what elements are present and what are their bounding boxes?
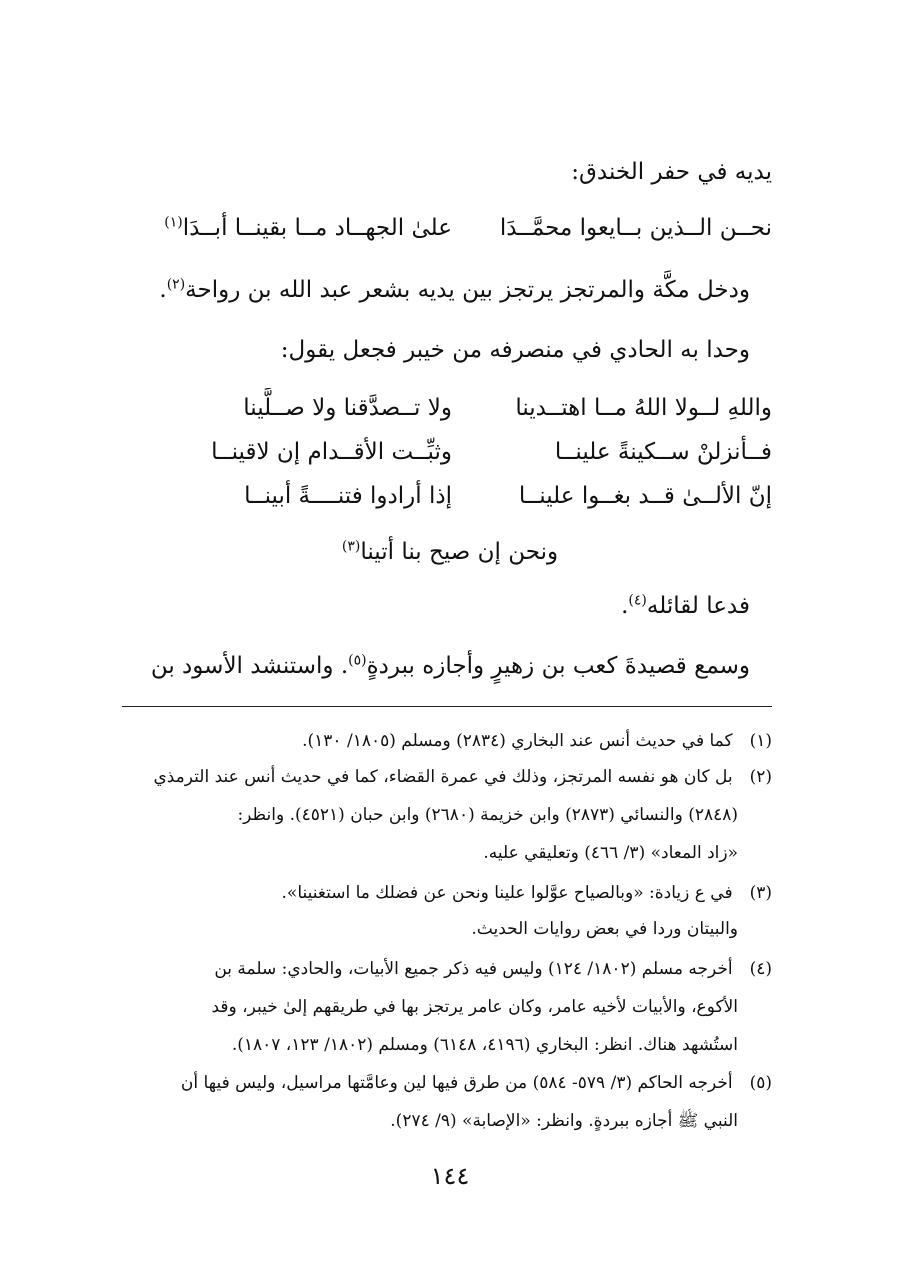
verse-3-second-hemistich: وثبِّــت الأقــدام إن لاقينــا: [211, 439, 452, 465]
footnote-number: (٢): [749, 767, 772, 787]
footnote-number: (٥): [749, 1073, 772, 1093]
footnote-number: (١): [749, 731, 772, 751]
footnote-2: [122, 762, 772, 792]
footnote-separator: [122, 706, 772, 707]
verse-2-second-hemistich: ولا تــصدَّقنا ولا صــلَّينا: [243, 395, 452, 421]
verse-4-first-hemistich: إنّ الألــىٰ قــد بغــوا علينــا: [518, 483, 772, 509]
footnote-ref-4: (٤): [628, 592, 647, 609]
footnote-text: أخرجه مسلم (١٨٠٢/ ١٢٤) وليس فيه ذكر جميع الأبيات، والحادي: سلمة بن: [214, 959, 733, 979]
text-line-3: وحدا به الحادي في منصرفه من خيبر فجعل يقول:: [280, 337, 750, 363]
footnote-text: بل كان هو نفسه المرتجز، وذلك في عمرة القضاء، كما في حديث أنس عند الترمذي: [153, 767, 733, 787]
verse-1-second-hemistich: علىٰ الجهــاد مــا بقينــا أبــدَا$^{(١)}$: [164, 214, 452, 241]
footnote-4: [122, 954, 772, 984]
footnote-text: في ع زيادة: «وبالصياح عوَّلوا علينا ونحن عن فضلك ما استغنينا».: [281, 883, 733, 903]
footnote-4-line-3: استُشهد هناك. انظر: البخاري (٤١٩٦، ٦١٤٨) ومسلم (١٨٠٢/ ١٢٣، ١٨٠٧).: [231, 1035, 738, 1055]
verse-3-first-hemistich: فــأنزلنْ ســكينةً علينــا: [554, 439, 772, 465]
page-number: ١٤٤: [430, 1162, 470, 1190]
verse-1-first-hemistich: نحــن الــذين بــايعوا محمَّــدَا: [499, 215, 772, 241]
footnote-3: [122, 878, 772, 908]
footnote-ref-1: (١): [164, 214, 183, 231]
text-line-4: فدعا لقائله$^{(٤)}$.: [621, 592, 750, 619]
footnote-number: (٤): [749, 959, 772, 979]
footnote-3-line-2: والبيتان وردا في بعض روايات الحديث.: [471, 919, 738, 939]
footnote-text: كما في حديث أنس عند البخاري (٢٨٣٤) ومسلم (١٨٠٥/ ١٣٠).: [302, 731, 733, 751]
footnote-1: [122, 726, 772, 756]
footnote-4-line-2: الأكوع، والأبيات لأخيه عامر، وكان عامر يرتجز بها في طريقهم إلىٰ خيبر، وقد: [211, 997, 738, 1017]
footnote-2-line-2: (٢٨٤٨) والنسائي (٢٨٧٣) وابن خزيمة (٢٦٨٠) وابن حبان (٤٥٢١). وانظر:: [237, 805, 738, 825]
footnote-text: أخرجه الحاكم (٣/ ٥٧٩- ٥٨٤) من طرق فيها لين وعامَّتها مراسيل، وليس فيها أن: [180, 1073, 733, 1093]
footnote-ref-3: (٣): [341, 538, 361, 555]
verse-5-single: ونحن إن صيح بنا أتينا$^{(٣)}$: [341, 538, 559, 565]
footnote-2-line-3: «زاد المعاد» (٣/ ٤٦٦) وتعليقي عليه.: [483, 843, 738, 863]
text-line-5: وسمع قصيدةَ كعب بن زهيرٍ وأجازه ببردةٍ$^{(٥)}$. واستنشد الأسود بن: [150, 652, 750, 679]
footnote-5-line-2: النبي ﷺ أجازه ببردةٍ. وانظر: «الإصابة» (٩/ ٢٧٤).: [390, 1111, 738, 1131]
verse-4-second-hemistich: إذا أرادوا فتنــــةً أبينــا: [244, 483, 452, 509]
verse-2-first-hemistich: واللهِ لــولا اللهُ مــا اهتــدينا: [515, 395, 772, 421]
footnote-ref-2: (٢): [166, 276, 186, 293]
footnote-ref-5: (٥): [348, 652, 367, 669]
footnote-number: (٣): [749, 883, 772, 903]
footnote-5: [122, 1068, 772, 1098]
text-line-1: يديه في حفر الخندق:: [571, 159, 772, 185]
text-line-2: ودخل مكَّة والمرتجز يرتجز بين يديه بشعر عبد الله بن رواحة$^{(٢)}$.: [159, 276, 750, 303]
